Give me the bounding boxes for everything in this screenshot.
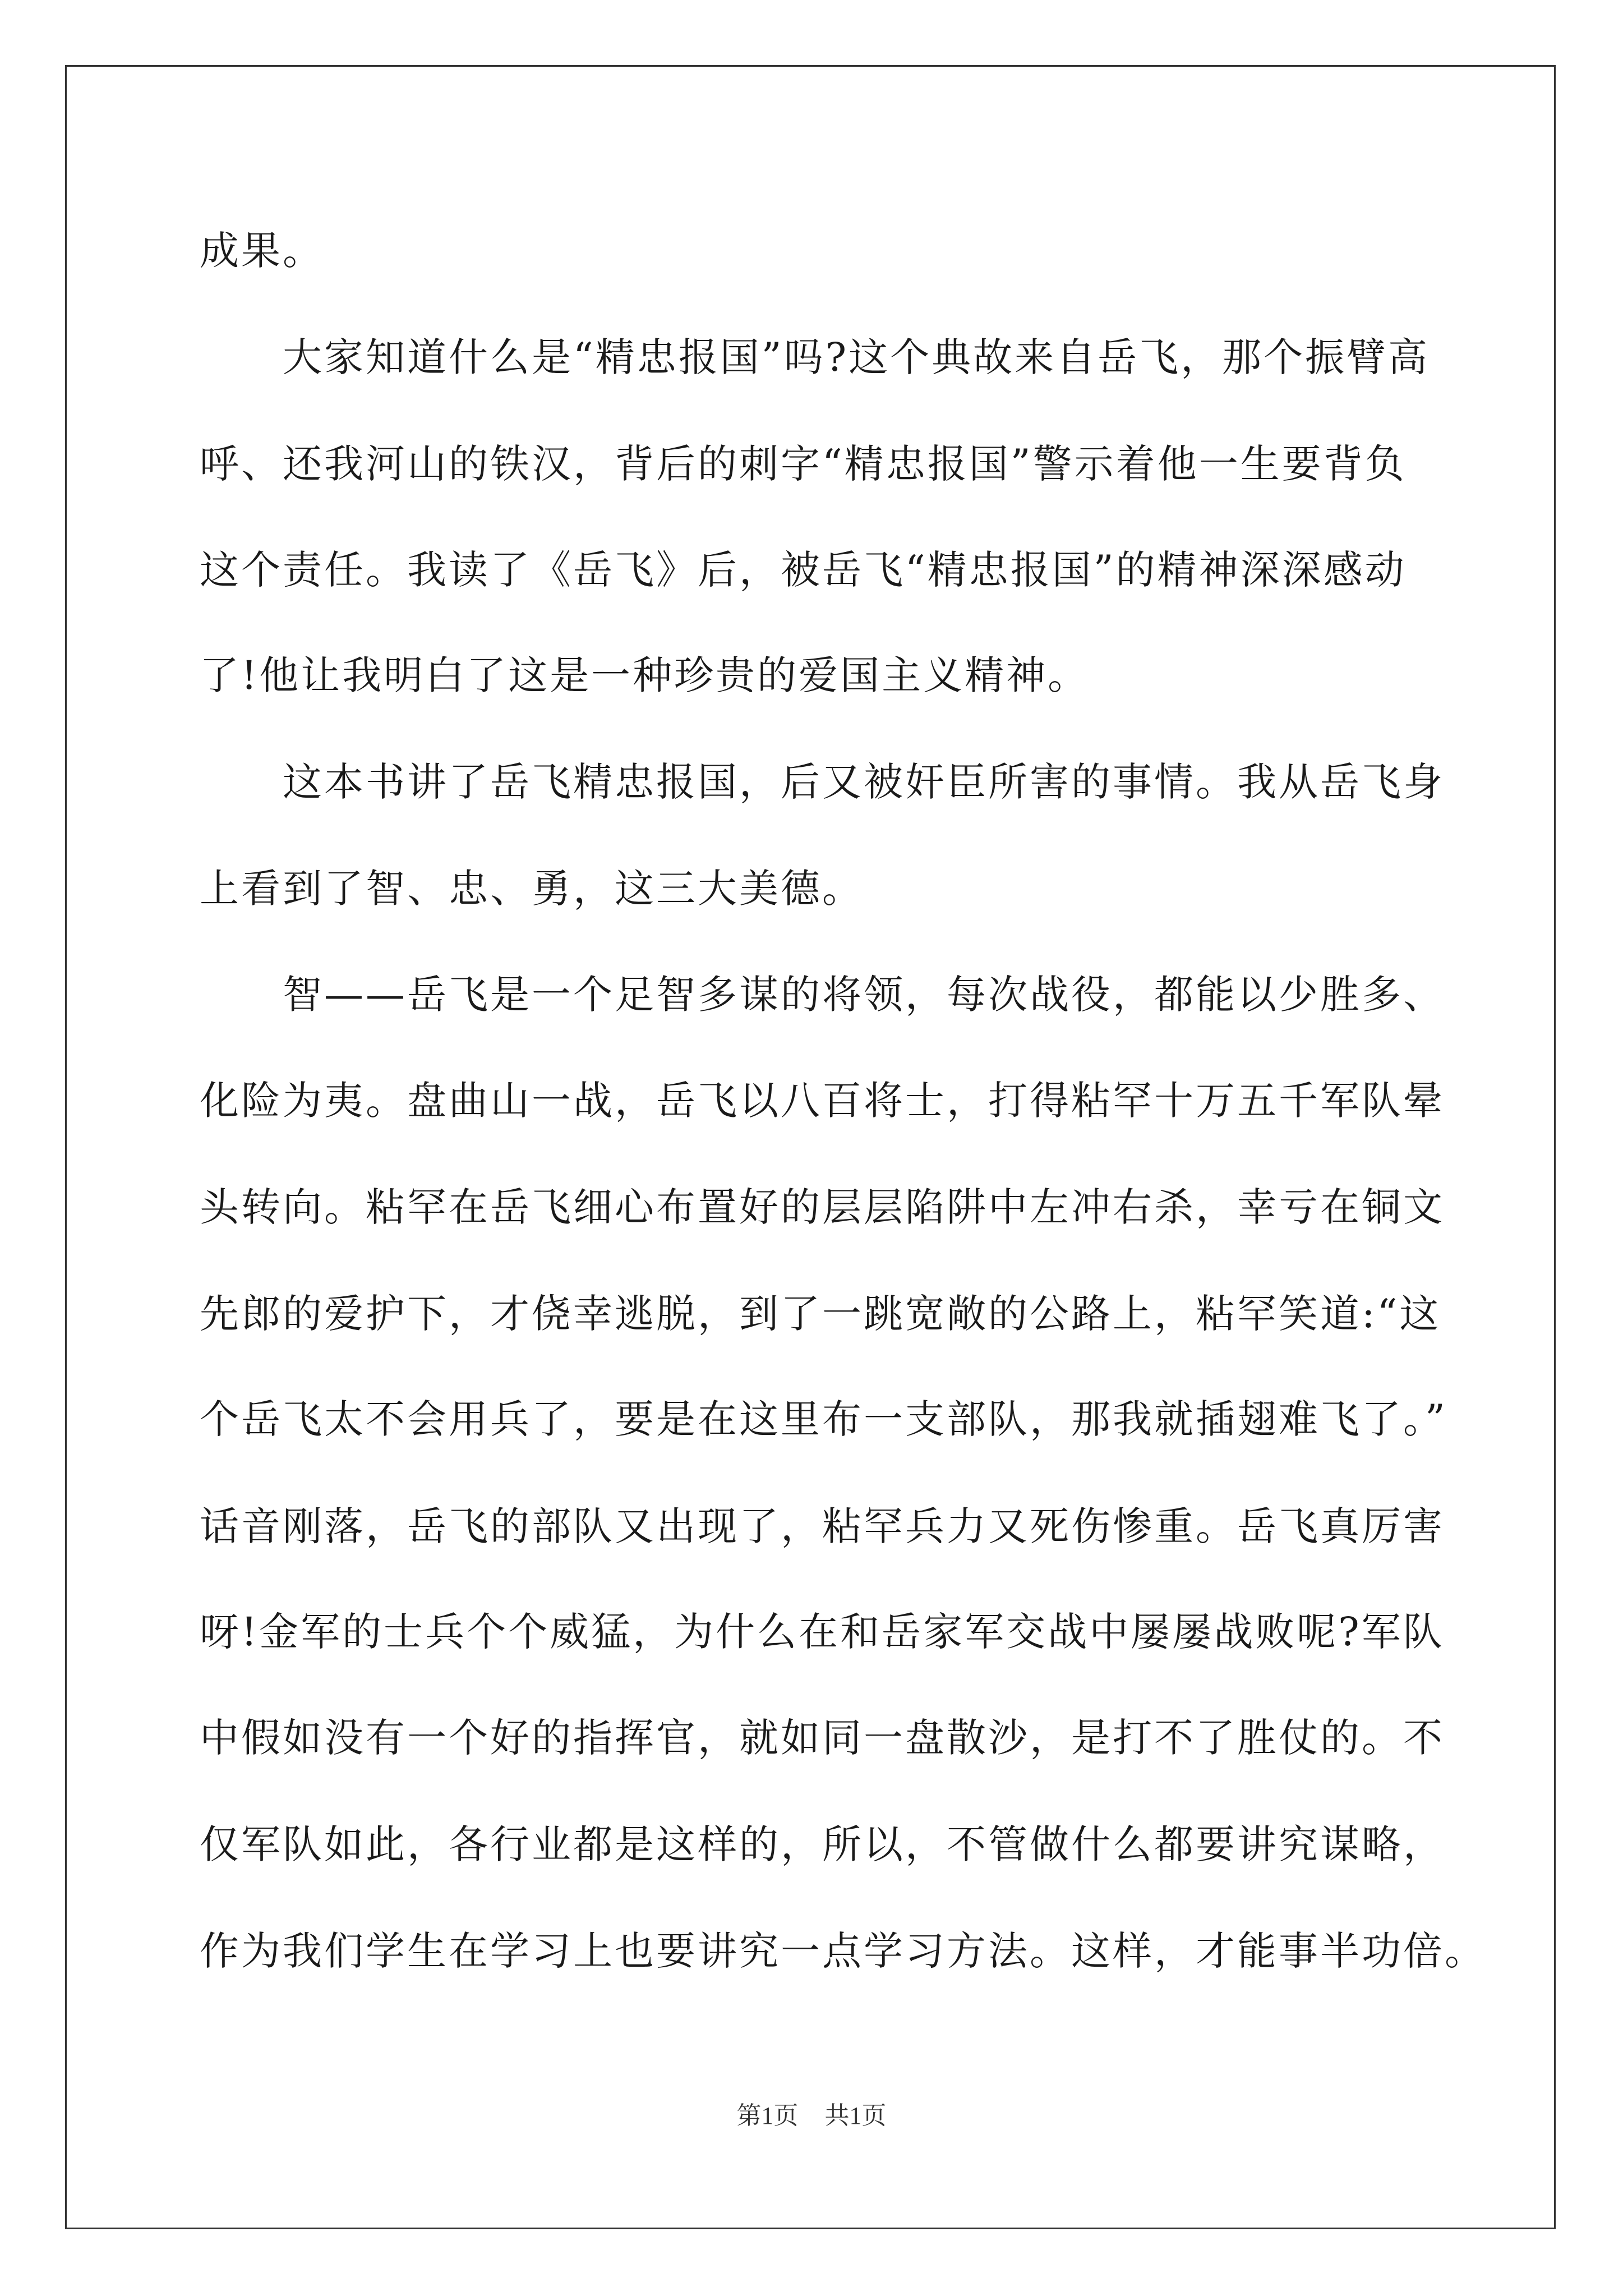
page-border: [65, 65, 1556, 2229]
page-number: 第1页: [736, 2102, 799, 2129]
text-line: 个岳飞太不会用兵了，要是在这里布一支部队，那我就插翅难飞了。”: [200, 1396, 1447, 1442]
text-line: 话音刚落，岳飞的部队又出现了，粘罕兵力又死伤惨重。岳飞真厉害: [200, 1503, 1445, 1549]
text-line: 这个责任。我读了《岳飞》后，被岳飞“精忠报国”的精神深深感动: [200, 547, 1407, 593]
text-line: 作为我们学生在学习上也要讲究一点学习方法。这样，才能事半功倍。: [200, 1928, 1486, 1974]
page-total: 共1页: [824, 2102, 887, 2129]
text-line: 上看到了智、忠、勇，这三大美德。: [200, 866, 864, 912]
text-line: 呀!金军的士兵个个威猛，为什么在和岳家军交战中屡屡战败呢?军队: [200, 1609, 1445, 1655]
text-line: 大家知道什么是“精忠报国”吗?这个典故来自岳飞，那个振臂高: [200, 334, 1430, 380]
text-line: 这本书讲了岳飞精忠报国，后又被奸臣所害的事情。我从岳飞身: [200, 759, 1445, 805]
text-line: 了!他让我明白了这是一种珍贵的爱国主义精神。: [200, 652, 1090, 698]
text-line: 仅军队如此，各行业都是这样的，所以，不管做什么都要讲究谋略，: [200, 1821, 1445, 1867]
text-line: 化险为夷。盘曲山一战，岳飞以八百将士，打得粘罕十万五千军队晕: [200, 1078, 1445, 1124]
text-line: 头转向。粘罕在岳飞细心布置好的层层陷阱中左冲右杀，幸亏在铜文: [200, 1184, 1445, 1230]
text-line: 呼、还我河山的铁汉，背后的刺字“精忠报国”警示着他一生要背负: [200, 441, 1407, 487]
text-line: 智——岳飞是一个足智多谋的将领，每次战役，都能以少胜多、: [200, 972, 1445, 1018]
text-line: 成果。: [200, 228, 324, 274]
page-footer: [0, 2095, 1623, 2131]
text-line: 先郎的爱护下，才侥幸逃脱，到了一跳宽敞的公路上，粘罕笑道:“这: [200, 1291, 1441, 1337]
text-line: 中假如没有一个好的指挥官，就如同一盘散沙，是打不了胜仗的。不: [200, 1715, 1445, 1761]
